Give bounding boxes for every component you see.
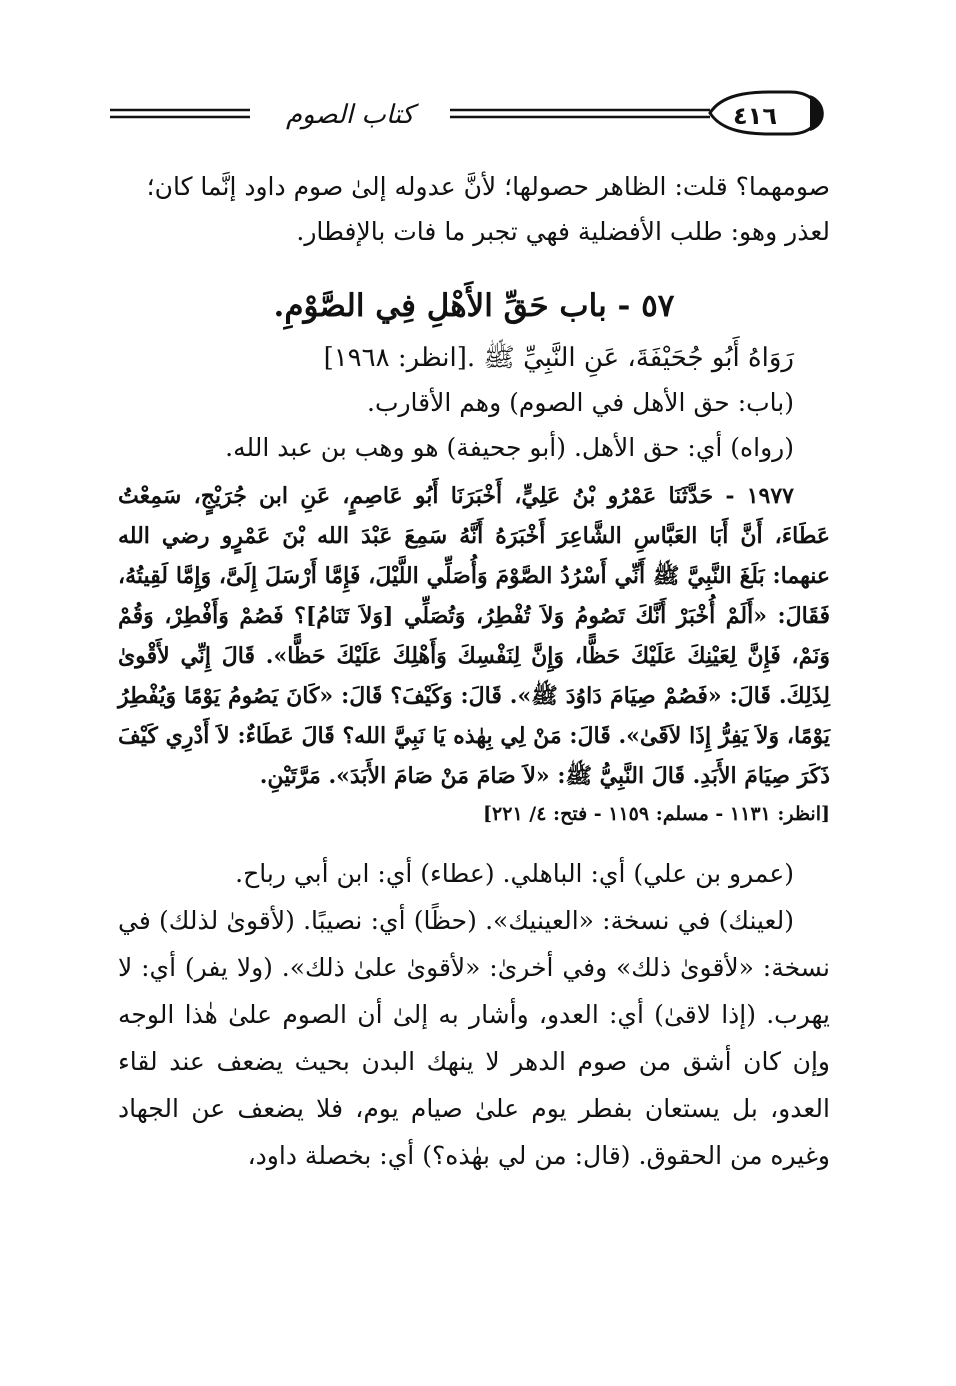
commentary <box>118 850 830 1179</box>
intro-line-2: لعذر وهو: طلب الأفضلية فهي تجبر ما فات بالإفطار. <box>296 217 830 246</box>
running-header <box>110 88 830 144</box>
page-number: ٤١٦ <box>733 102 777 130</box>
hadith-text: ١٩٧٧ - حَدَّثَنَا عَمْرُو بْنُ عَلِيٍّ، أَخْبَرَنَا أَبُو عَاصِمٍ، عَنِ ابن جُرَيْجٍ، سَمِعْتُ عَطَاءَ، أَنَّ أَبَا العَبَّاسِ الشَّاعِرَ أَخْبَرَهُ أَنَّهُ سَمِعَ عَبْدَ الله بْنَ عَمْرٍو رضي الله عنهما: بَلَغَ النَّبِيَّ ﷺ أَنِّي أَسْرُدُ الصَّوْمَ وَأُصَلِّي اللَّيْلَ، فَإِمَّا أَرْسَلَ إِلَىَّ، وَإِمَّا لَقِيتُهُ، فَقَالَ: «أَلَمْ أُخْبَرْ أَنَّكَ تَصُومُ وَلاَ تُفْطِرُ، وَتُصَلِّي [وَلاَ تَنَامُ]؟ فَصُمْ وَأَفْطِرْ، وَقُمْ وَنَمْ، فَإِنَّ لِعَيْنِكَ عَلَيْكَ حَظًّا، وَإِنَّ لِنَفْسِكَ وَأَهْلِكَ عَلَيْكَ حَظًّا». قَالَ إِنِّي لأَقْوىٰ لِذَلِكَ. قَالَ: «فَصُمْ صِيَامَ دَاوُدَ ﷺ». قَالَ: وَكَيْفَ؟ قَالَ: «كَانَ يَصُومُ يَوْمًا وَيُفْطِرُ يَوْمًا، وَلاَ يَفِرُّ إِذَا لاَقَىٰ». قَالَ: مَنْ لِي بِهٰذه يَا نَبِيَّ الله؟ قَالَ عَطَاءٌ: لاَ أَدْرِي كَيْفَ ذَكَرَ صِيَامَ الأَبَدِ. قَالَ النَّبِيُّ ﷺ: «لاَ صَامَ مَنْ صَامَ الأَبَدَ». مَرَّتَيْنِ. <box>118 483 830 789</box>
commentary-paragraph-1: (عمرو بن علي) أي: الباهلي. (عطاء) أي: ابن أبي رباح. <box>235 859 794 888</box>
chapter-heading: ٥٧ - باب حَقِّ الأَهْلِ فِي الصَّوْمِ. <box>273 288 675 324</box>
chapter-narration: رَوَاهُ أَبُو جُحَيْفَةَ، عَنِ النَّبِيِّ ﷺ .[انظر: ١٩٦٨] <box>323 343 794 373</box>
hadith-reference: [انظر: ١١٣١ - مسلم: ١١٥٩ - فتح: ٤/ ٢٢١] <box>483 803 830 825</box>
commentary-paragraph-2: (لعينك) في نسخة: «العينيك». (حظًا) أي: نصيبًا. (لأقوىٰ لذلك) في نسخة: «لأقوىٰ ذلك» وفي أخرىٰ: «لأقوىٰ علىٰ ذلك». (ولا يفر) أي: لا يهرب. (إذا لاقىٰ) أي: العدو، وأشار به إلىٰ أن الصوم علىٰ هٰذا الوجه وإن كان أشق من صوم الدهر لا ينهك البدن بحيث يضعف عند لقاء العدو، بل يستعان بفطر يوم علىٰ صيام يوم، فلا يضعف عن الجهاد وغيره من الحقوق. (قال: من لي بهٰذه؟) أي: بخصلة داود، <box>118 906 830 1170</box>
chapter-explanation-1: (باب: حق الأهل في الصوم) وهم الأقارب. <box>367 388 794 417</box>
running-book-title: كتاب الصوم <box>260 100 440 130</box>
chapter-explanation-2: (رواه) أي: حق الأهل. (أبو جحيفة) هو وهب بن عبد الله. <box>225 433 794 462</box>
page-content <box>118 164 830 1179</box>
intro-line-1: صومهما؟ قلت: الظاهر حصولها؛ لأنَّ عدوله إلىٰ صوم داود إنَّما كان؛ <box>146 172 830 201</box>
